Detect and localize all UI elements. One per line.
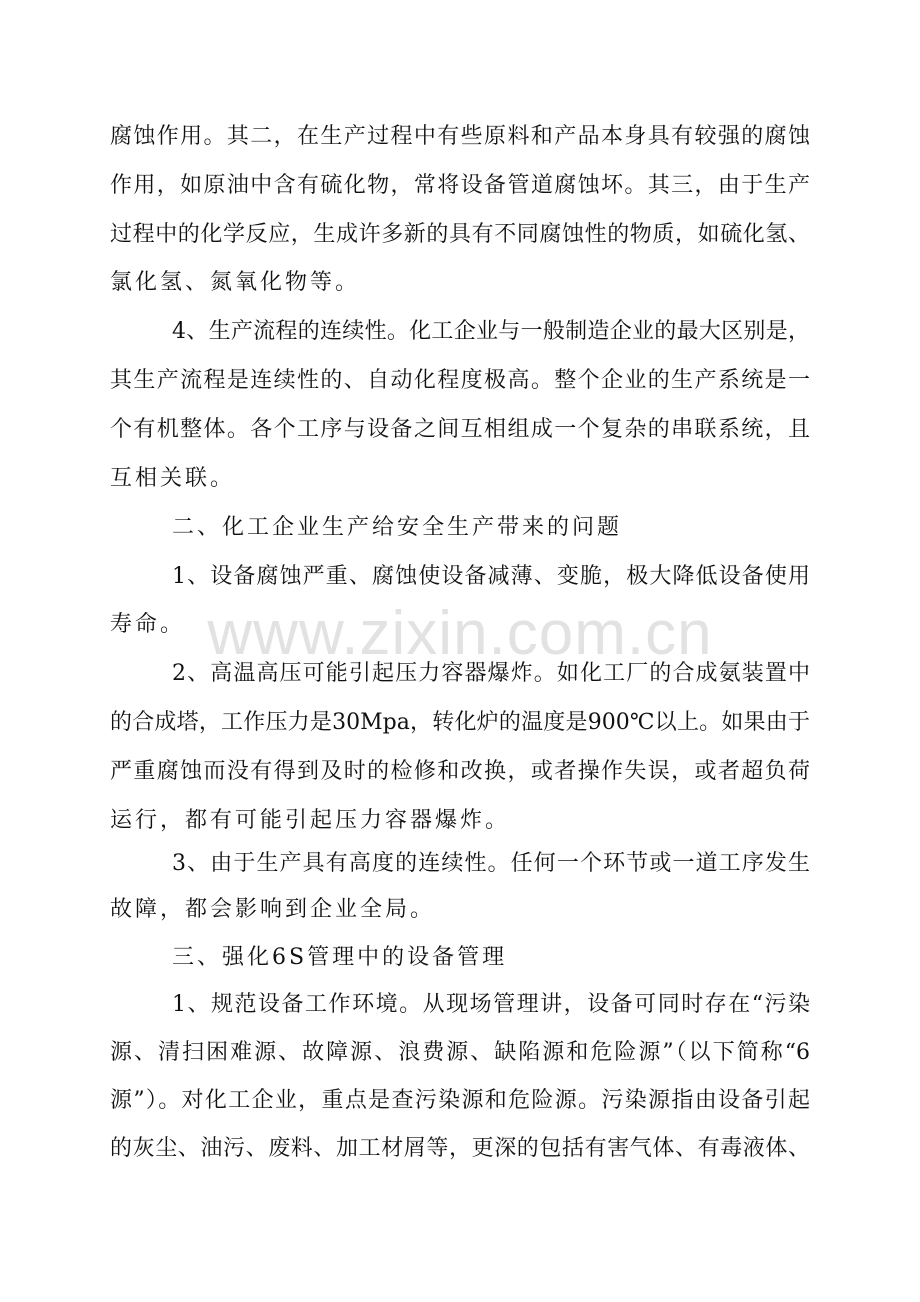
text-line: 互相关联。 bbox=[110, 466, 236, 491]
text-line: 过程中的化学反应，生成许多新的具有不同腐蚀性的物质，如硫化氢、 bbox=[110, 222, 810, 247]
text-line: 腐蚀作用。其二，在生产过程中有些原料和产品本身具有较强的腐蚀 bbox=[110, 124, 810, 149]
text-line: 运行，都有可能引起压力容器爆炸。 bbox=[110, 808, 511, 833]
watermark: www.zixin.com.cn bbox=[207, 599, 713, 668]
text-line: 源、清扫困难源、故障源、浪费源、缺陷源和危险源”（以下简称“6 bbox=[110, 1040, 810, 1065]
text-line: 二、化工企业生产给安全生产带来的问题 bbox=[172, 515, 623, 540]
text-line: 寿命。 bbox=[110, 612, 186, 637]
text-line: 源”）。对化工企业，重点是查污染源和危险源。污染源指由设备引起 bbox=[110, 1088, 810, 1113]
text-line: 严重腐蚀而没有得到及时的检修和改换，或者操作失误，或者超负荷 bbox=[110, 759, 810, 784]
text-line: 三、强化6S管理中的设备管理 bbox=[172, 945, 508, 970]
text-line: 3、由于生产具有高度的连续性。任何一个环节或一道工序发生 bbox=[172, 851, 810, 876]
text-line: 的灰尘、油污、废料、加工材屑等，更深的包括有害气体、有毒液体、 bbox=[110, 1136, 810, 1161]
text-line: 个有机整体。各个工序与设备之间互相组成一个复杂的串联系统，且 bbox=[110, 417, 810, 442]
text-line: 的合成塔，工作压力是30Mpa，转化炉的温度是900℃以上。如果由于 bbox=[110, 710, 810, 735]
text-line: 1、设备腐蚀严重、腐蚀使设备减薄、变脆，极大降低设备使用 bbox=[172, 564, 810, 589]
text-line: 2、高温高压可能引起压力容器爆炸。如化工厂的合成氨装置中 bbox=[172, 661, 810, 686]
text-line: 故障，都会影响到企业全局。 bbox=[110, 897, 436, 922]
text-line: 氯化氢、氮氧化物等。 bbox=[110, 270, 361, 295]
text-line: 作用，如原油中含有硫化物，常将设备管道腐蚀坏。其三，由于生产 bbox=[110, 173, 810, 198]
text-line: 1、规范设备工作环境。从现场管理讲，设备可同时存在“污染 bbox=[172, 992, 810, 1017]
text-line: 4、生产流程的连续性。化工企业与一般制造企业的最大区别是， bbox=[172, 319, 810, 344]
text-line: 其生产流程是连续性的、自动化程度极高。整个企业的生产系统是一 bbox=[110, 368, 810, 393]
